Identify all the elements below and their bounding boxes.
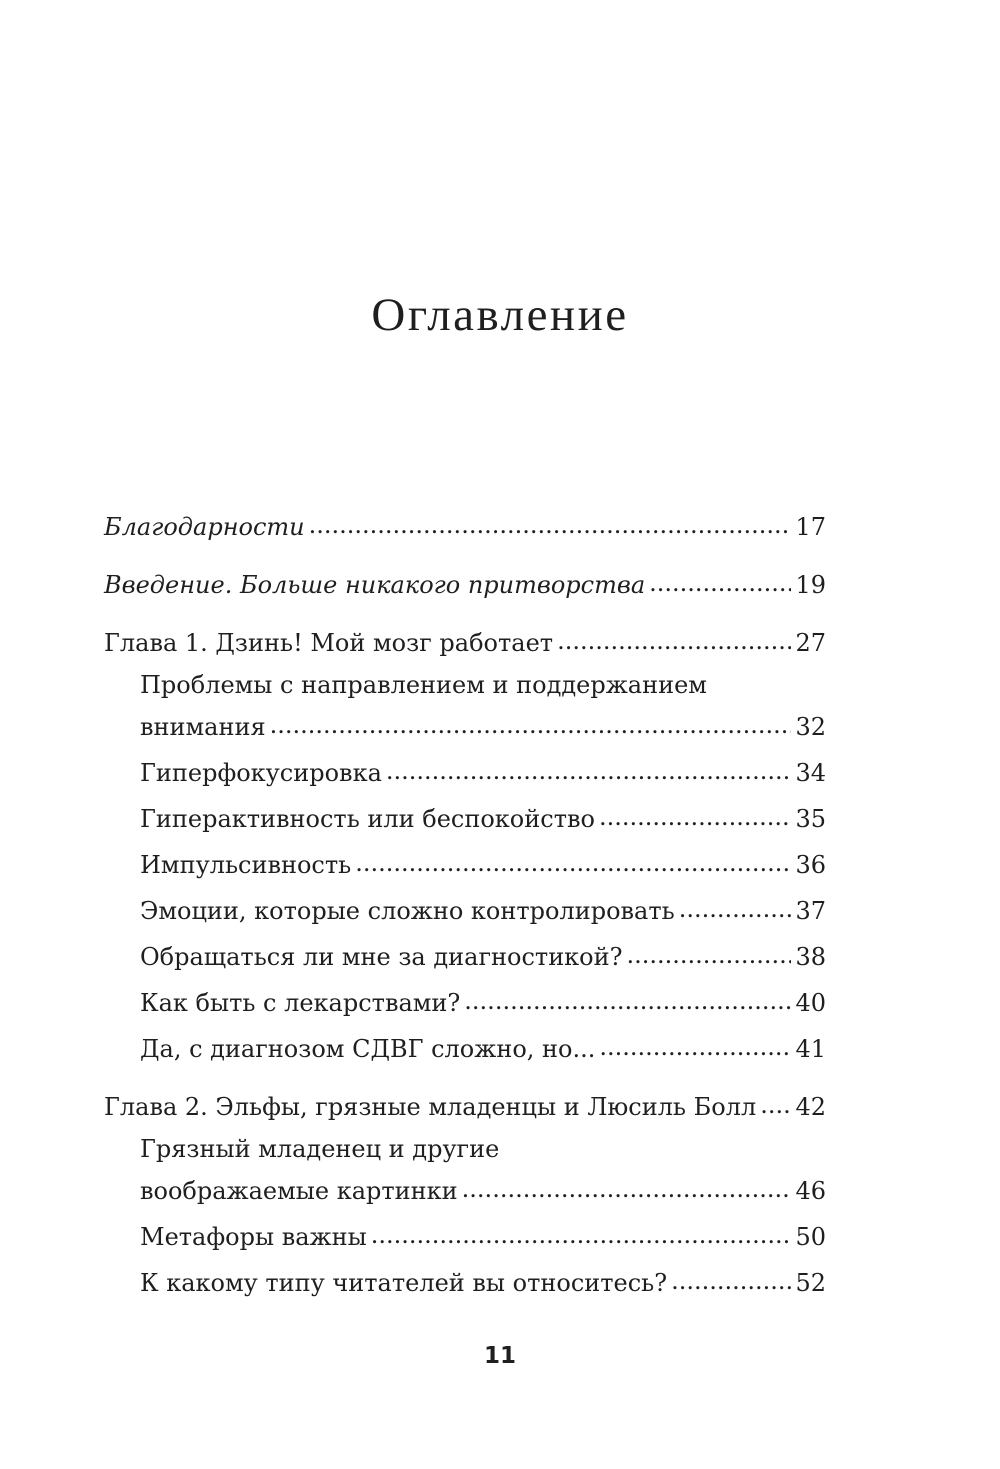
toc-entry-emotions[interactable]	[140, 888, 826, 934]
toc-entry-hyperfocus[interactable]	[140, 750, 826, 796]
toc-entry-label: Гиперактивность или беспокойство	[140, 805, 595, 833]
toc-entry-label: Гиперфокусировка	[140, 759, 382, 787]
toc-entry-label: Да, с диагнозом СДВГ сложно, но...	[140, 1035, 596, 1063]
toc-entry-metaphors[interactable]	[140, 1214, 826, 1260]
toc-entry-label: Глава 2. Эльфы, грязные младенцы и Люсиль Болл	[104, 1093, 757, 1121]
toc-entry-label: Проблемы с направлением и поддержанием	[140, 671, 707, 699]
toc-entry-page: 35	[795, 805, 826, 833]
leader-dots	[649, 560, 791, 606]
leader-dots	[355, 840, 791, 886]
page-title: Оглавление	[371, 289, 629, 341]
toc-entry-label: Благодарности	[104, 513, 305, 541]
toc-entry-page: 32	[795, 713, 826, 741]
toc-entry-hyperactivity[interactable]	[140, 796, 826, 842]
toc-entry-label: Грязный младенец и другие	[140, 1135, 500, 1163]
toc-entry-page: 41	[795, 1035, 826, 1063]
toc-entry-page: 38	[795, 943, 826, 971]
toc-entry-page: 19	[795, 571, 826, 599]
toc-entry-medication[interactable]	[140, 980, 826, 1026]
toc-entry-attention[interactable]	[140, 704, 826, 750]
toc-entry-label: Эмоции, которые сложно контролировать	[140, 897, 675, 925]
toc-entry-introduction[interactable]	[104, 562, 826, 608]
leader-dots	[462, 1166, 792, 1212]
toc-entry-reader-type[interactable]	[140, 1260, 826, 1306]
toc-entry-diagnostics[interactable]	[140, 934, 826, 980]
page-number: 11	[483, 1343, 516, 1369]
leader-dots	[270, 702, 792, 748]
leader-dots	[679, 886, 792, 932]
toc-entry-page: 34	[795, 759, 826, 787]
leader-dots	[599, 1024, 791, 1070]
leader-dots	[464, 978, 791, 1024]
toc-entry-page: 40	[795, 989, 826, 1017]
toc-entry-dirty-baby[interactable]	[140, 1168, 826, 1214]
toc-entry-chapter-2[interactable]	[104, 1084, 826, 1130]
toc-entry-chapter-1[interactable]	[104, 620, 826, 666]
toc-entry-impulsivity[interactable]	[140, 842, 826, 888]
toc-entry-label: Введение. Больше никакого притворства	[104, 571, 646, 599]
leader-dots	[760, 1082, 791, 1128]
toc-entry-label: Глава 1. Дзинь! Мой мозг работает	[104, 629, 554, 657]
leader-dots	[599, 794, 792, 840]
toc-entry-label: К какому типу читателей вы относитесь?	[140, 1269, 668, 1297]
leader-dots	[557, 618, 791, 664]
toc-entry-attention-line1[interactable]	[140, 666, 826, 704]
toc-entry-page: 27	[795, 629, 826, 657]
table-of-contents	[104, 504, 826, 1306]
leader-dots	[671, 1258, 791, 1304]
toc-entry-page: 17	[795, 513, 826, 541]
leader-dots	[371, 1212, 792, 1258]
leader-dots	[627, 932, 792, 978]
toc-entry-acknowledgements[interactable]	[104, 504, 826, 550]
toc-entry-page: 50	[795, 1223, 826, 1251]
toc-entry-label: Метафоры важны	[140, 1223, 367, 1251]
toc-entry-label: внимания	[140, 713, 266, 741]
leader-dots	[386, 748, 792, 794]
toc-entry-adhd-hard[interactable]	[140, 1026, 826, 1072]
toc-entry-dirty-baby-line1[interactable]	[140, 1130, 826, 1168]
toc-entry-label: Как быть с лекарствами?	[140, 989, 461, 1017]
toc-entry-label: Импульсивность	[140, 851, 352, 879]
toc-entry-page: 36	[795, 851, 826, 879]
toc-entry-page: 46	[795, 1177, 826, 1205]
toc-entry-page: 52	[795, 1269, 826, 1297]
toc-entry-page: 37	[795, 897, 826, 925]
toc-entry-page: 42	[795, 1093, 826, 1121]
toc-entry-label: Обращаться ли мне за диагностикой?	[140, 943, 623, 971]
leader-dots	[309, 502, 792, 548]
toc-entry-label: воображаемые картинки	[140, 1177, 458, 1205]
